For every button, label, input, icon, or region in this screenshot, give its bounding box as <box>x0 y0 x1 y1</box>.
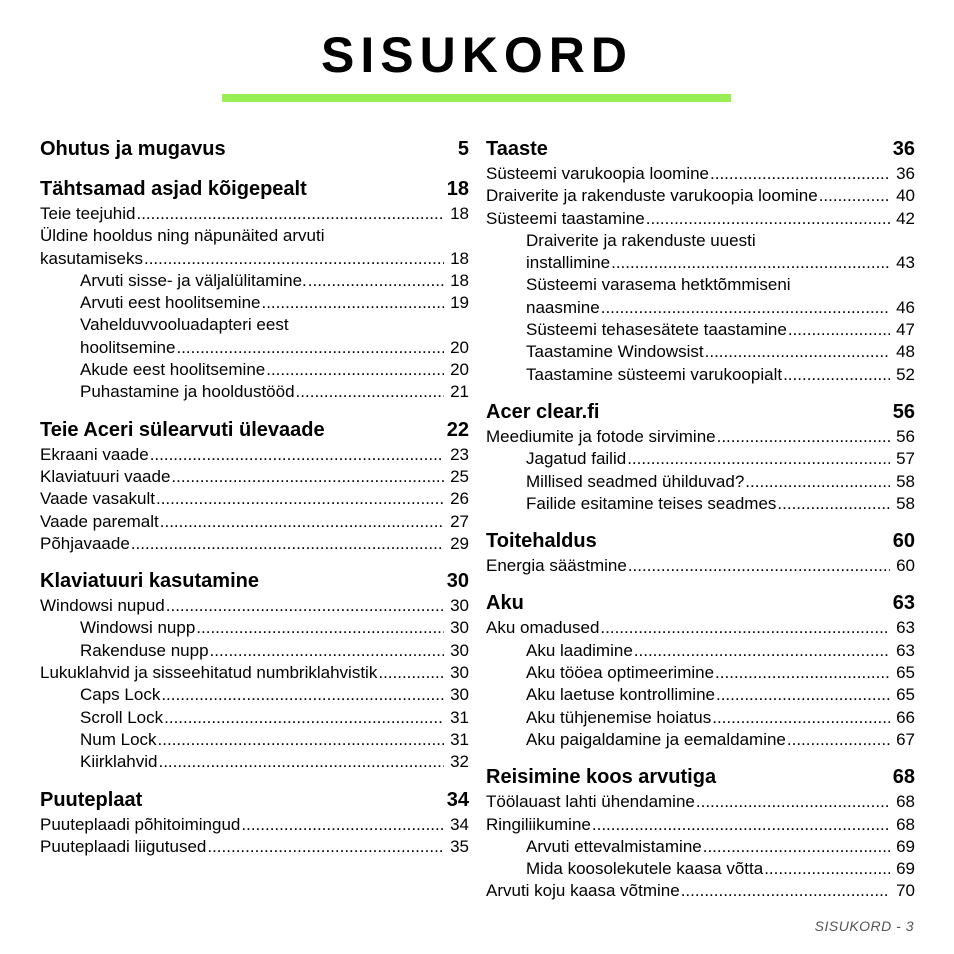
section-page-number: 34 <box>446 788 469 811</box>
dot-leader <box>601 297 890 319</box>
section-heading[interactable] <box>486 136 915 163</box>
toc-entry-row <box>526 729 915 751</box>
toc-entry[interactable] <box>486 640 915 662</box>
toc-entry[interactable] <box>40 314 469 359</box>
toc-entry-title: Vaade vasakult <box>40 489 155 509</box>
dot-leader <box>378 662 444 684</box>
toc-entry-page-number: 69 <box>896 859 915 879</box>
toc-entry-row <box>80 381 469 403</box>
toc-entry-title: Arvuti sisse- ja väljalülitamine. <box>80 270 307 290</box>
dot-leader <box>705 341 890 363</box>
toc-entry-title: Süsteemi tehasesätete taastamine <box>526 320 787 340</box>
section-heading[interactable] <box>40 787 469 814</box>
section-page-number: 63 <box>892 592 915 615</box>
toc-entry-title: Energia säästmine <box>486 556 627 576</box>
toc-entry[interactable] <box>486 319 915 341</box>
toc-entry-page-number: 60 <box>896 556 915 576</box>
toc-entry-row <box>486 185 915 207</box>
toc-entry[interactable] <box>486 471 915 493</box>
toc-entry-page-number: 56 <box>896 426 915 446</box>
toc-entry-page-number: 46 <box>896 297 915 317</box>
dot-leader <box>171 466 444 488</box>
toc-entry-page-number: 36 <box>896 164 915 183</box>
toc-entry-title: Scroll Lock <box>80 707 164 727</box>
toc-entry-row <box>486 208 915 230</box>
toc-entry-title: Caps Lock <box>80 685 161 705</box>
toc-entry[interactable] <box>40 640 469 662</box>
toc-entry-line: Vahelduvvooluadapteri eest <box>80 315 289 335</box>
dot-leader <box>646 208 890 230</box>
dot-leader <box>136 203 444 225</box>
toc-entry[interactable] <box>40 662 469 684</box>
toc-entry-row <box>526 319 915 341</box>
toc-entry-row <box>40 533 469 555</box>
toc-entry-row <box>80 337 469 359</box>
section-title: Taaste <box>486 138 548 160</box>
dot-leader <box>161 684 444 706</box>
toc-entry-title: Akude eest hoolitsemine <box>80 360 266 380</box>
toc-entry-page-number: 30 <box>450 663 469 683</box>
toc-entry-row <box>526 297 915 319</box>
dot-leader <box>308 270 444 292</box>
toc-entry[interactable] <box>40 203 469 225</box>
toc-entry-title: Põhjavaade <box>40 533 130 553</box>
toc-entry-row <box>80 640 469 662</box>
toc-entry-page-number: 52 <box>896 364 915 384</box>
toc-entry-page-number: 19 <box>450 293 469 313</box>
toc-entry-title: Aku omadused <box>486 618 600 638</box>
toc-entry[interactable] <box>40 814 469 836</box>
toc-entry[interactable] <box>40 751 469 773</box>
toc-entry[interactable] <box>486 729 915 751</box>
toc-entry-row <box>40 511 469 533</box>
toc-entry-row <box>40 203 469 225</box>
section-title: Ohutus ja mugavus <box>40 138 226 160</box>
section-heading[interactable] <box>486 590 915 617</box>
toc-entry-page-number: 27 <box>450 511 469 531</box>
toc-entry[interactable] <box>40 729 469 751</box>
toc-entry-row <box>526 471 915 493</box>
toc-entry-title: Töölauast lahti ühendamine <box>486 792 695 812</box>
dot-leader <box>716 684 890 706</box>
toc-entry-page-number: 18 <box>450 204 469 223</box>
toc-entry-title: Arvuti eest hoolitsemine <box>80 293 261 313</box>
toc-entry-page-number: 63 <box>896 618 915 638</box>
toc-entry-title: Teie teejuhid <box>40 204 136 223</box>
section-page-number: 30 <box>446 570 469 593</box>
dot-leader <box>266 359 444 381</box>
dot-leader <box>241 814 444 836</box>
toc-entry-title: Meediumite ja fotode sirvimine <box>486 426 716 446</box>
toc-entry-title: Klaviatuuri vaade <box>40 466 171 486</box>
dot-leader <box>787 729 890 751</box>
toc-entry[interactable] <box>486 364 915 386</box>
toc-entry-title: hoolitsemine <box>80 337 176 357</box>
title-underline-bar <box>222 94 731 102</box>
toc-entry-row <box>40 248 469 270</box>
dot-leader <box>717 426 890 448</box>
toc-entry-title: Süsteemi taastamine <box>486 208 645 228</box>
dot-leader <box>592 814 890 836</box>
toc-entry-page-number: 47 <box>896 320 915 340</box>
section-title: Acer clear.fi <box>486 400 600 423</box>
toc-entry[interactable] <box>40 225 469 270</box>
dot-leader <box>164 707 444 729</box>
section-page-number: 56 <box>892 400 915 423</box>
toc-entry[interactable] <box>40 488 469 510</box>
section-page-number: 68 <box>892 766 915 789</box>
section-title: Puuteplaat <box>40 788 143 811</box>
toc-entry[interactable] <box>40 684 469 706</box>
toc-entry-row <box>80 707 469 729</box>
toc-entry-line: Draiverite ja rakenduste uuesti <box>526 230 756 250</box>
dot-leader <box>777 493 890 515</box>
section-title: Teie Aceri sülearvuti ülevaade <box>40 418 325 441</box>
toc-entry[interactable] <box>486 707 915 729</box>
section-heading[interactable] <box>40 568 469 595</box>
toc-entry-title: Failide esitamine teises seadmes <box>526 493 777 513</box>
toc-entry-page-number: 35 <box>450 836 469 856</box>
toc-entry-page-number: 65 <box>896 685 915 705</box>
dot-leader <box>158 751 444 773</box>
dot-leader <box>627 448 890 470</box>
toc-entry-page-number: 20 <box>450 337 469 357</box>
toc-entry-title: Num Lock <box>80 729 157 749</box>
section-title: Aku <box>486 592 524 615</box>
page-title: SISUKORD <box>321 27 633 83</box>
toc-entry-row <box>526 493 915 515</box>
toc-entry-page-number: 30 <box>450 596 469 616</box>
toc-entry-row <box>40 444 469 466</box>
toc-entry-page-number: 25 <box>450 466 469 486</box>
toc-entry-page-number: 30 <box>450 640 469 660</box>
toc-entry-page-number: 48 <box>896 342 915 362</box>
section-heading[interactable] <box>40 136 469 163</box>
toc-entry-row <box>80 270 469 292</box>
toc-entry-line: Süsteemi varasema hetktõmmiseni <box>526 275 791 295</box>
toc-entry[interactable] <box>40 466 469 488</box>
toc-entry-row <box>80 729 469 751</box>
dot-leader <box>176 337 444 359</box>
toc-entry[interactable] <box>40 444 469 466</box>
toc-entry[interactable] <box>486 341 915 363</box>
toc-right-column <box>486 136 915 903</box>
toc-entry[interactable] <box>486 791 915 813</box>
toc-entry-title: Vaade paremalt <box>40 511 159 531</box>
toc-entry-row <box>486 163 915 185</box>
toc-entry-title: Kiirklahvid <box>80 752 158 772</box>
toc-entry-page-number: 40 <box>896 186 915 206</box>
toc-entry-title: Arvuti koju kaasa võtmine <box>486 881 680 901</box>
toc-entry-title: Ekraani vaade <box>40 444 149 464</box>
toc-entry[interactable] <box>486 858 915 880</box>
toc-entry-page-number: 69 <box>896 836 915 856</box>
toc-entry[interactable] <box>486 230 915 275</box>
toc-entry-page-number: 31 <box>450 707 469 727</box>
toc-entry[interactable] <box>40 595 469 617</box>
dot-leader <box>745 471 890 493</box>
toc-entry[interactable] <box>486 814 915 836</box>
page-footer: SISUKORD - 3 <box>814 918 914 934</box>
dot-leader <box>783 364 890 386</box>
toc-entry-page-number: 66 <box>896 707 915 727</box>
toc-entry-title: Mida koosolekutele kaasa võtta <box>526 859 764 879</box>
toc-entry-title: Taastamine süsteemi varukoopialt <box>526 364 783 384</box>
toc-entry-row <box>526 662 915 684</box>
toc-entry-row <box>40 836 469 858</box>
toc-entry-title: kasutamiseks <box>40 248 143 268</box>
section-page-number: 36 <box>892 138 915 160</box>
toc-entry-row <box>486 555 915 577</box>
toc-entry-page-number: 67 <box>896 729 915 749</box>
section-title: Reisimine koos arvutiga <box>486 766 717 789</box>
dot-leader <box>207 836 444 858</box>
toc-entry-row <box>526 640 915 662</box>
toc-entry-page-number: 68 <box>896 814 915 834</box>
section-heading[interactable] <box>40 176 469 203</box>
toc-entry-page-number: 70 <box>896 881 915 901</box>
toc-entry-line: Üldine hooldus ning näpunäited arvuti <box>40 226 325 246</box>
dot-leader <box>160 511 444 533</box>
toc-entry-row <box>486 426 915 448</box>
toc-entry[interactable] <box>40 292 469 314</box>
toc-entry-row <box>526 448 915 470</box>
toc-entry[interactable] <box>40 270 469 292</box>
dot-leader <box>296 381 444 403</box>
toc-entry-page-number: 20 <box>450 360 469 380</box>
toc-entry[interactable] <box>486 836 915 858</box>
dot-leader <box>634 640 890 662</box>
dot-leader <box>788 319 890 341</box>
section-heading[interactable] <box>40 417 469 444</box>
toc-entry-page-number: 32 <box>450 752 469 772</box>
toc-entry-title: naasmine <box>526 297 600 317</box>
dot-leader <box>681 880 890 902</box>
toc-entry-row <box>526 341 915 363</box>
dot-leader <box>611 252 890 274</box>
dot-leader <box>712 707 890 729</box>
toc-entry[interactable] <box>40 533 469 555</box>
dot-leader <box>144 248 444 270</box>
toc-entry-title: Arvuti ettevalmistamine <box>526 836 702 856</box>
toc-entry[interactable] <box>40 707 469 729</box>
toc-entry[interactable] <box>486 684 915 706</box>
toc-entry-page-number: 65 <box>896 663 915 683</box>
section-page-number: 60 <box>892 530 915 553</box>
dot-leader <box>628 555 890 577</box>
section-heading[interactable] <box>486 399 915 426</box>
dot-leader <box>150 444 444 466</box>
toc-entry-page-number: 58 <box>896 471 915 491</box>
toc-entry[interactable] <box>40 617 469 639</box>
toc-entry-title: Rakenduse nupp <box>80 640 209 660</box>
toc-entry-page-number: 34 <box>450 814 469 834</box>
toc-entry-row <box>526 364 915 386</box>
dot-leader <box>156 488 444 510</box>
toc-entry-row <box>526 858 915 880</box>
toc-entry-page-number: 57 <box>896 449 915 469</box>
dot-leader <box>696 791 890 813</box>
toc-entry-row <box>526 684 915 706</box>
toc-entry-row <box>40 466 469 488</box>
toc-entry-row <box>40 488 469 510</box>
toc-entry[interactable] <box>486 426 915 448</box>
toc-entry-row <box>40 814 469 836</box>
toc-entry-page-number: 18 <box>450 248 469 268</box>
toc-entry-page-number: 26 <box>450 489 469 509</box>
toc-entry-row <box>40 595 469 617</box>
toc-entry-title: Puhastamine ja hooldustööd <box>80 382 295 402</box>
toc-entry-row <box>40 662 469 684</box>
toc-entry[interactable] <box>40 836 469 858</box>
toc-entry-title: Aku tööea optimeerimine <box>526 663 715 683</box>
toc-entry-page-number: 43 <box>896 253 915 273</box>
toc-entry[interactable] <box>40 359 469 381</box>
toc-entry-title: Aku tühjenemise hoiatus <box>526 707 712 727</box>
toc-entry-title: installimine <box>526 253 611 273</box>
toc-entry-title: Aku laadimine <box>526 640 633 660</box>
toc-entry-row <box>486 814 915 836</box>
toc-left-column <box>40 136 469 858</box>
section-title: Toitehaldus <box>486 530 597 553</box>
toc-entry[interactable] <box>486 163 915 185</box>
toc-entry-page-number: 30 <box>450 618 469 638</box>
toc-entry-page-number: 31 <box>450 729 469 749</box>
toc-entry-title: Puuteplaadi liigutused <box>40 836 207 856</box>
toc-entry-row <box>80 684 469 706</box>
toc-entry-page-number: 29 <box>450 533 469 553</box>
dot-leader <box>600 617 890 639</box>
toc-entry-title: Windowsi nupud <box>40 596 165 616</box>
section-page-number: 18 <box>446 178 469 200</box>
section-heading[interactable] <box>486 528 915 555</box>
toc-entry-row <box>526 252 915 274</box>
toc-entry-title: Windowsi nupp <box>80 618 196 638</box>
toc-entry-page-number: 68 <box>896 792 915 812</box>
toc-entry-row <box>80 359 469 381</box>
toc-entry-page-number: 30 <box>450 685 469 705</box>
toc-entry-title: Aku paigaldamine ja eemaldamine <box>526 729 786 749</box>
toc-entry-title: Süsteemi varukoopia loomine <box>486 164 710 183</box>
toc-entry-title: Draiverite ja rakenduste varukoopia loomine <box>486 186 818 206</box>
toc-entry[interactable] <box>486 493 915 515</box>
toc-entry-row <box>486 880 915 902</box>
toc-entry-page-number: 23 <box>450 444 469 464</box>
toc-entry-row <box>80 617 469 639</box>
toc-entry-row <box>526 836 915 858</box>
dot-leader <box>710 163 890 185</box>
toc-entry[interactable] <box>486 555 915 577</box>
toc-entry-title: Taastamine Windowsist <box>526 342 704 362</box>
dot-leader <box>131 533 444 555</box>
toc-entry[interactable] <box>40 381 469 403</box>
dot-leader <box>703 836 890 858</box>
dot-leader <box>210 640 444 662</box>
toc-entry[interactable] <box>486 185 915 207</box>
toc-entry-row <box>526 707 915 729</box>
dot-leader <box>158 729 444 751</box>
dot-leader <box>261 292 444 314</box>
toc-entry[interactable] <box>486 448 915 470</box>
toc-entry[interactable] <box>486 617 915 639</box>
toc-entry-title: Aku laetuse kontrollimine <box>526 685 715 705</box>
dot-leader <box>819 185 890 207</box>
dot-leader <box>715 662 890 684</box>
toc-entry-page-number: 18 <box>450 270 469 290</box>
toc-entry-title: Jagatud failid <box>526 449 627 469</box>
toc-entry-row <box>80 292 469 314</box>
dot-leader <box>166 595 444 617</box>
dot-leader <box>764 858 890 880</box>
section-title: Tähtsamad asjad kõigepealt <box>40 178 307 200</box>
toc-entry-row <box>486 617 915 639</box>
toc-entry-row <box>486 791 915 813</box>
dot-leader <box>196 617 444 639</box>
section-heading[interactable] <box>486 764 915 791</box>
toc-entry[interactable] <box>40 511 469 533</box>
section-page-number: 22 <box>446 418 469 441</box>
toc-entry-page-number: 58 <box>896 493 915 513</box>
toc-entry[interactable] <box>486 274 915 319</box>
toc-entry[interactable] <box>486 662 915 684</box>
toc-entry-title: Millised seadmed ühilduvad? <box>526 471 745 491</box>
toc-entry-page-number: 21 <box>450 382 469 402</box>
toc-entry[interactable] <box>486 208 915 230</box>
toc-entry-row <box>80 751 469 773</box>
section-page-number: 5 <box>457 138 469 160</box>
toc-entry-title: Ringiliikumine <box>486 814 591 834</box>
toc-entry-page-number: 42 <box>896 208 915 228</box>
toc-entry-title: Lukuklahvid ja sisseehitatud numbriklahvistik <box>40 663 378 683</box>
section-title: Klaviatuuri kasutamine <box>40 570 259 593</box>
toc-entry-title: Puuteplaadi põhitoimingud <box>40 814 241 834</box>
toc-entry[interactable] <box>486 880 915 902</box>
toc-entry-page-number: 63 <box>896 640 915 660</box>
